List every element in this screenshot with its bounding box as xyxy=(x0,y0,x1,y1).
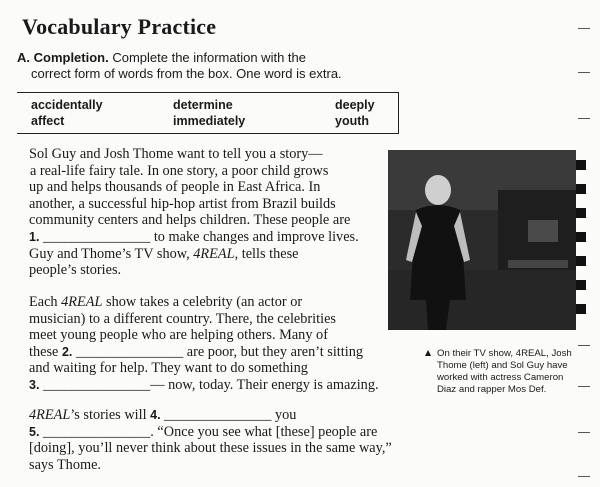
story-line xyxy=(29,229,389,246)
blank-2[interactable]: _______________ xyxy=(75,343,184,360)
instructions-line1: Complete the information with the xyxy=(108,50,306,65)
word-box-item: immediately xyxy=(173,114,246,128)
story-line xyxy=(29,424,449,441)
story-text: you xyxy=(271,407,297,423)
blank-5[interactable]: _______________ xyxy=(43,423,151,440)
story-line xyxy=(29,344,389,361)
blank-number: 1. xyxy=(29,229,40,244)
photo-image xyxy=(388,150,576,330)
story-text: ’s stories will xyxy=(70,407,151,423)
film-notch xyxy=(576,232,586,242)
story-line: up and helps thousands of people in East Africa. In xyxy=(29,179,321,196)
story-text: , tells these xyxy=(234,245,299,262)
story-line xyxy=(29,294,389,311)
story-paragraph-2 xyxy=(29,294,389,394)
story-text: are poor, but they aren’t sitting xyxy=(183,343,364,360)
story-line: and waiting for help. They want to do something xyxy=(29,360,308,377)
word-box-item: accidentally xyxy=(31,98,103,112)
story-line: Sol Guy and Josh Thome want to tell you a story— xyxy=(29,146,323,162)
film-notch xyxy=(576,184,586,194)
photo-caption: On their TV show, 4REAL, Josh Thome (left) and Sol Guy have worked with actress Cameron Diaz and rapper Mos Def. xyxy=(437,348,572,395)
word-box-item: determine xyxy=(173,98,233,112)
story-text: Each xyxy=(29,294,62,310)
film-notch xyxy=(576,208,586,218)
story-paragraph-1 xyxy=(29,146,389,279)
blank-4[interactable]: _______________ xyxy=(164,407,272,423)
margin-dash xyxy=(578,72,590,73)
word-box xyxy=(17,92,399,134)
word-box-item: affect xyxy=(31,114,65,128)
story-line: another, a successful hip-hop artist from Brazil builds xyxy=(29,195,336,212)
story-line xyxy=(29,407,449,424)
story-line: musician) to a different country. There, the celebrities xyxy=(29,310,336,327)
blank-number: 5. xyxy=(29,424,40,439)
film-notch xyxy=(576,160,586,170)
instructions-line2: correct form of words from the box. One word is extra. xyxy=(31,66,342,81)
margin-dash xyxy=(578,432,590,433)
blank-number: 3. xyxy=(29,377,40,392)
story-text: show takes a celebrity (an actor or xyxy=(102,294,303,310)
story-line: says Thome. xyxy=(29,456,102,473)
margin-dash xyxy=(578,345,590,346)
film-notch xyxy=(576,256,586,266)
story-line xyxy=(29,377,389,394)
margin-dash xyxy=(578,28,590,29)
film-notch xyxy=(576,280,586,290)
show-name: 4REAL xyxy=(193,245,235,262)
margin-dash xyxy=(578,386,590,387)
story-text: these xyxy=(29,343,62,360)
section-label: A. Completion. xyxy=(17,50,109,65)
blank-1[interactable]: _______________ xyxy=(43,228,151,245)
story-line: [doing], you’ll never think about these issues in the same way,” xyxy=(29,440,392,457)
story-text: . “Once you see what [these] people are xyxy=(150,423,378,440)
margin-dash xyxy=(578,118,590,119)
photo xyxy=(388,150,576,330)
story-text: Guy and Thome’s TV show, xyxy=(29,245,194,262)
story-text: — now, today. Their energy is amazing. xyxy=(150,376,379,393)
story-text: to make changes and improve lives. xyxy=(150,228,359,245)
story-paragraph-3 xyxy=(29,407,449,473)
story-line: people’s stories. xyxy=(29,262,122,279)
triangle-icon: ▲ xyxy=(425,348,432,357)
show-name: 4REAL xyxy=(61,294,103,310)
show-name: 4REAL xyxy=(29,407,71,423)
film-notch xyxy=(576,304,586,314)
story-line: meet young people who are helping others. Many of xyxy=(29,327,328,344)
blank-number: 4. xyxy=(150,408,161,422)
word-box-item: youth xyxy=(335,114,370,128)
story-line: a real-life fairy tale. In one story, a poor child grows xyxy=(30,162,329,179)
story-line xyxy=(29,246,389,263)
page-title: Vocabulary Practice xyxy=(22,14,217,39)
instructions xyxy=(17,50,407,82)
story-line: community centers and helps children. These people are xyxy=(29,212,351,229)
margin-dash xyxy=(578,476,590,477)
blank-number: 2. xyxy=(61,344,73,359)
blank-3[interactable]: _______________ xyxy=(43,376,151,393)
word-box-item: deeply xyxy=(335,98,375,112)
